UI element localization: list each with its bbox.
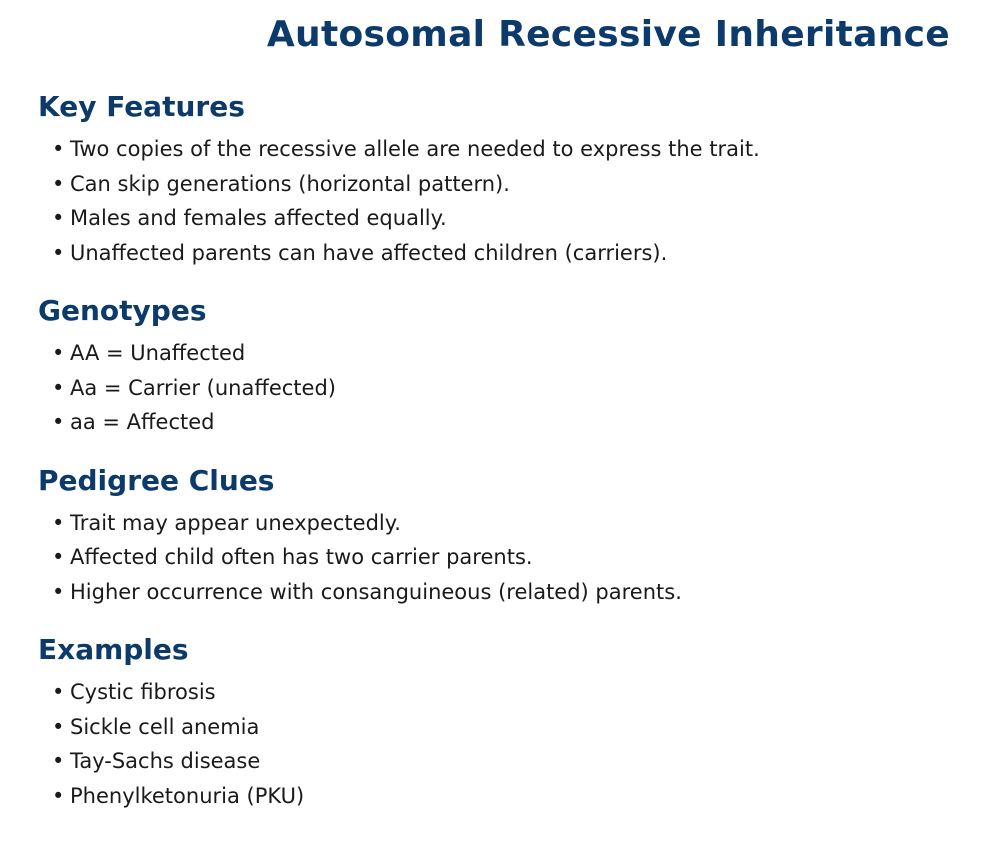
section-pedigree-clues <box>38 462 958 610</box>
section-heading: Pedigree Clues <box>38 463 275 497</box>
list-item: • Trait may appear unexpectedly. <box>52 506 958 541</box>
list-item: • Unaffected parents can have affected children (carriers). <box>52 236 958 271</box>
section-key-features <box>38 88 958 270</box>
list-item: • Tay-Sachs disease <box>52 744 958 779</box>
list-item: • Phenylketonuria (PKU) <box>52 779 958 814</box>
list-item: • Can skip generations (horizontal pattern). <box>52 167 958 202</box>
list-item: • Higher occurrence with consanguineous (related) parents. <box>52 575 958 610</box>
bullet-list <box>38 132 958 270</box>
bullet-list <box>38 675 958 813</box>
section-genotypes <box>38 292 958 440</box>
section-heading: Key Features <box>38 90 245 123</box>
list-item: • Two copies of the recessive allele are needed to express the trait. <box>52 132 958 167</box>
list-item: • Males and females affected equally. <box>52 201 958 236</box>
section-examples <box>38 631 958 813</box>
list-item: • Sickle cell anemia <box>52 710 958 745</box>
page-title: Autosomal Recessive Inheritance <box>266 14 950 55</box>
list-item: • AA = Unaffected <box>52 336 958 371</box>
bullet-list <box>38 336 958 440</box>
section-heading: Examples <box>38 633 189 666</box>
list-item: • Aa = Carrier (unaffected) <box>52 371 958 406</box>
document-body <box>38 88 958 835</box>
section-heading: Genotypes <box>38 294 207 327</box>
list-item: • Cystic fibrosis <box>52 675 958 710</box>
list-item: • Affected child often has two carrier parents. <box>52 540 958 575</box>
bullet-list <box>38 506 958 610</box>
list-item: • aa = Affected <box>52 405 958 440</box>
